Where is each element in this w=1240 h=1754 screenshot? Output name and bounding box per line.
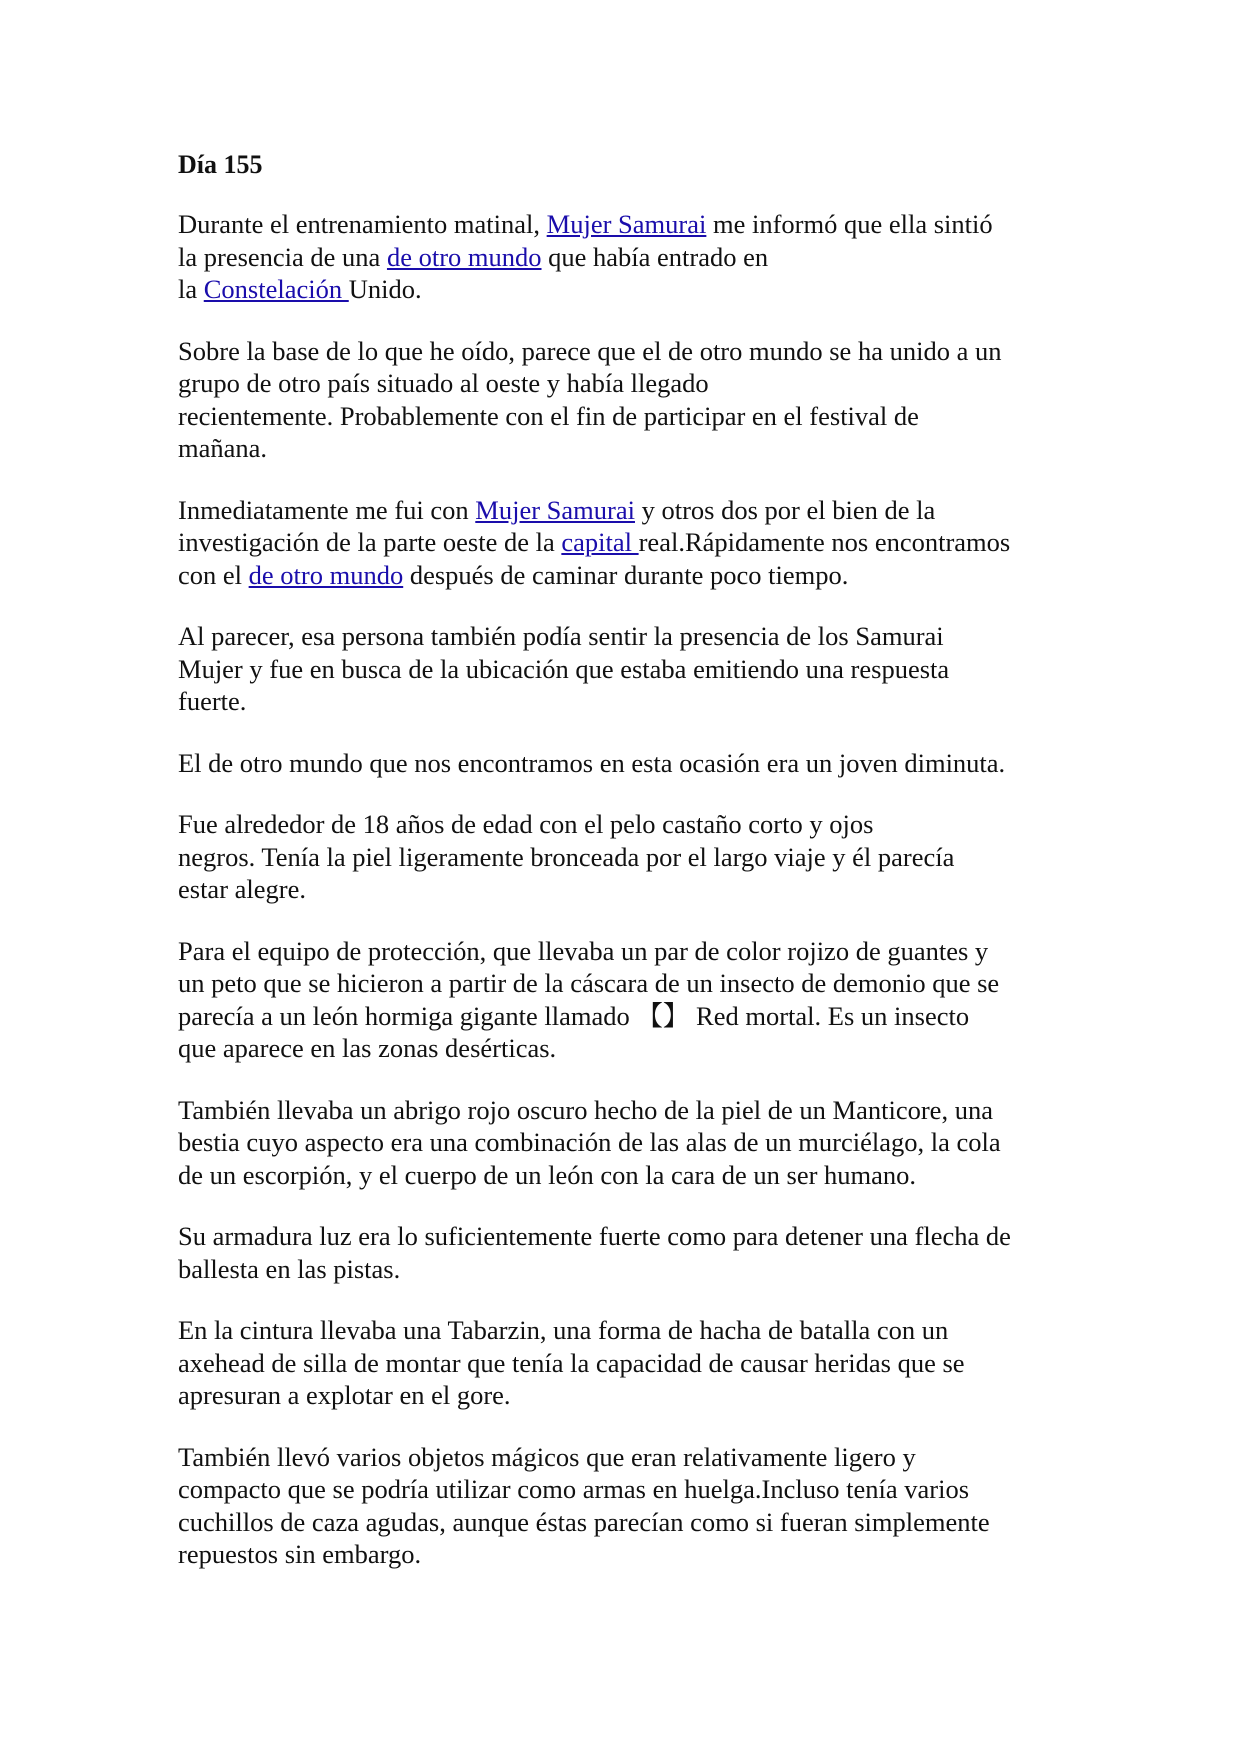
text-span: bestia cuyo aspecto era una combinación de las alas de un murciélago, la cola [178,1127,1001,1157]
text-line [178,241,1078,274]
paragraph [178,935,1078,1065]
text-span: cuchillos de caza agudas, aunque éstas parecían como si fueran simplemente [178,1506,990,1537]
text-line [178,526,1078,559]
text-span: estar alegre. [178,874,306,904]
inline-link[interactable]: Mujer Samurai [475,494,635,525]
document-page [178,148,1078,1600]
text-line [178,1506,1078,1539]
text-span: ballesta en las pistas. [178,1253,401,1284]
text-line [178,873,1078,906]
text-span: En la cintura llevaba una Tabarzin, una forma de hacha de batalla con un [178,1315,949,1345]
text-span: Para el equipo de protección, que llevaba un par de color rojizo de guantes y [178,935,989,966]
text-span: Sobre la base de lo que he oído, parece que el de otro mundo se ha unido a un [178,335,1002,366]
text-line [178,1159,1078,1192]
inline-link[interactable]: de otro mundo [386,241,542,272]
text-span: recientemente. Probablemente con el fin de participar en el festival de [178,400,919,431]
paragraph [178,808,1078,906]
text-span: la [178,274,204,304]
text-line [178,620,1078,653]
paragraph [178,1094,1078,1192]
inline-link[interactable]: Constelación [203,274,349,304]
text-span: la presencia de una [178,241,387,272]
text-line [178,1000,1078,1033]
text-line [178,1538,1078,1571]
text-line [178,432,1078,465]
paragraph [178,1314,1078,1412]
text-line [178,494,1078,527]
paragraph [178,1220,1078,1285]
text-span: axehead de silla de montar que tenía la capacidad de causar heridas que se [178,1347,965,1378]
text-span: después de caminar durante poco tiempo. [403,559,849,590]
page-title: Día 155 [178,150,263,179]
text-span: investigación de la parte oeste de la [178,527,562,557]
text-line [178,1347,1078,1380]
paragraph [178,208,1078,306]
text-line [178,967,1078,1000]
text-line [178,400,1078,433]
paragraph [178,335,1078,465]
text-line [178,208,1078,241]
text-span: compacto que se podría utilizar como armas en huelga.Incluso tenía varios [178,1474,970,1504]
text-span: apresuran a explotar en el gore. [178,1380,511,1410]
paragraph [178,494,1078,592]
text-span: que había entrado en [541,241,769,272]
inline-link[interactable]: Mujer Samurai [546,209,707,239]
text-line [178,747,1078,780]
paragraph [178,1441,1078,1571]
text-line [178,808,1078,841]
text-span: Fue alrededor de 18 años de edad con el pelo castaño corto y ojos [178,809,874,839]
text-line [178,559,1078,592]
text-line [178,273,1078,306]
text-line [178,935,1078,968]
text-span: de un escorpión, y el cuerpo de un león con la cara de un ser humano. [178,1159,917,1190]
text-span: El de otro mundo que nos encontramos en esta ocasión era un joven diminuta. [178,747,1006,778]
inline-link[interactable]: capital [561,527,639,557]
text-span: También llevaba un abrigo rojo oscuro hecho de la piel de un Manticore, una [178,1094,993,1125]
paragraph [178,747,1078,780]
document-body [178,208,1078,1571]
paragraph [178,620,1078,718]
text-line [178,1032,1078,1065]
inline-link[interactable]: de otro mundo [248,559,404,590]
text-line [178,841,1078,874]
text-span: repuestos sin embargo. [178,1539,422,1569]
text-line [178,1220,1078,1253]
text-line [178,335,1078,368]
text-line [178,1379,1078,1412]
text-span: fuerte. [178,686,247,716]
text-line [178,653,1078,686]
text-span: me informó que ella sintió [706,209,993,239]
text-line [178,1473,1078,1506]
text-span: Inmediatamente me fui con [178,494,476,525]
text-span: Mujer y fue en busca de la ubicación que estaba emitiendo una respuesta [178,653,950,684]
text-span: parecía a un león hormiga gigante llamado 【】 Red mortal. Es un insecto [178,1000,970,1031]
text-span: Durante el entrenamiento matinal, [178,209,547,239]
text-span: También llevó varios objetos mágicos que eran relativamente ligero y [178,1441,916,1472]
text-span: Unido. [348,274,422,304]
text-span: grupo de otro país situado al oeste y había llegado [178,368,709,398]
text-span: con el [178,559,249,590]
text-span: negros. Tenía la piel ligeramente bronceada por el largo viaje y él parecía [178,841,955,872]
text-line [178,1094,1078,1127]
text-line [178,1253,1078,1286]
text-span: un peto que se hicieron a partir de la cáscara de un insecto de demonio que se [178,968,1000,998]
text-span: Su armadura luz era lo suficientemente fuerte como para detener una flecha de [178,1221,1011,1251]
text-span: que aparece en las zonas desérticas. [178,1033,557,1063]
text-line [178,1126,1078,1159]
text-span: Al parecer, esa persona también podía sentir la presencia de los Samurai [178,621,944,651]
text-line [178,685,1078,718]
text-span: real.Rápidamente nos encontramos [638,527,1011,557]
text-line [178,1314,1078,1347]
text-line [178,1441,1078,1474]
text-span: y otros dos por el bien de la [634,494,936,525]
text-line [178,367,1078,400]
text-span: mañana. [178,433,268,463]
